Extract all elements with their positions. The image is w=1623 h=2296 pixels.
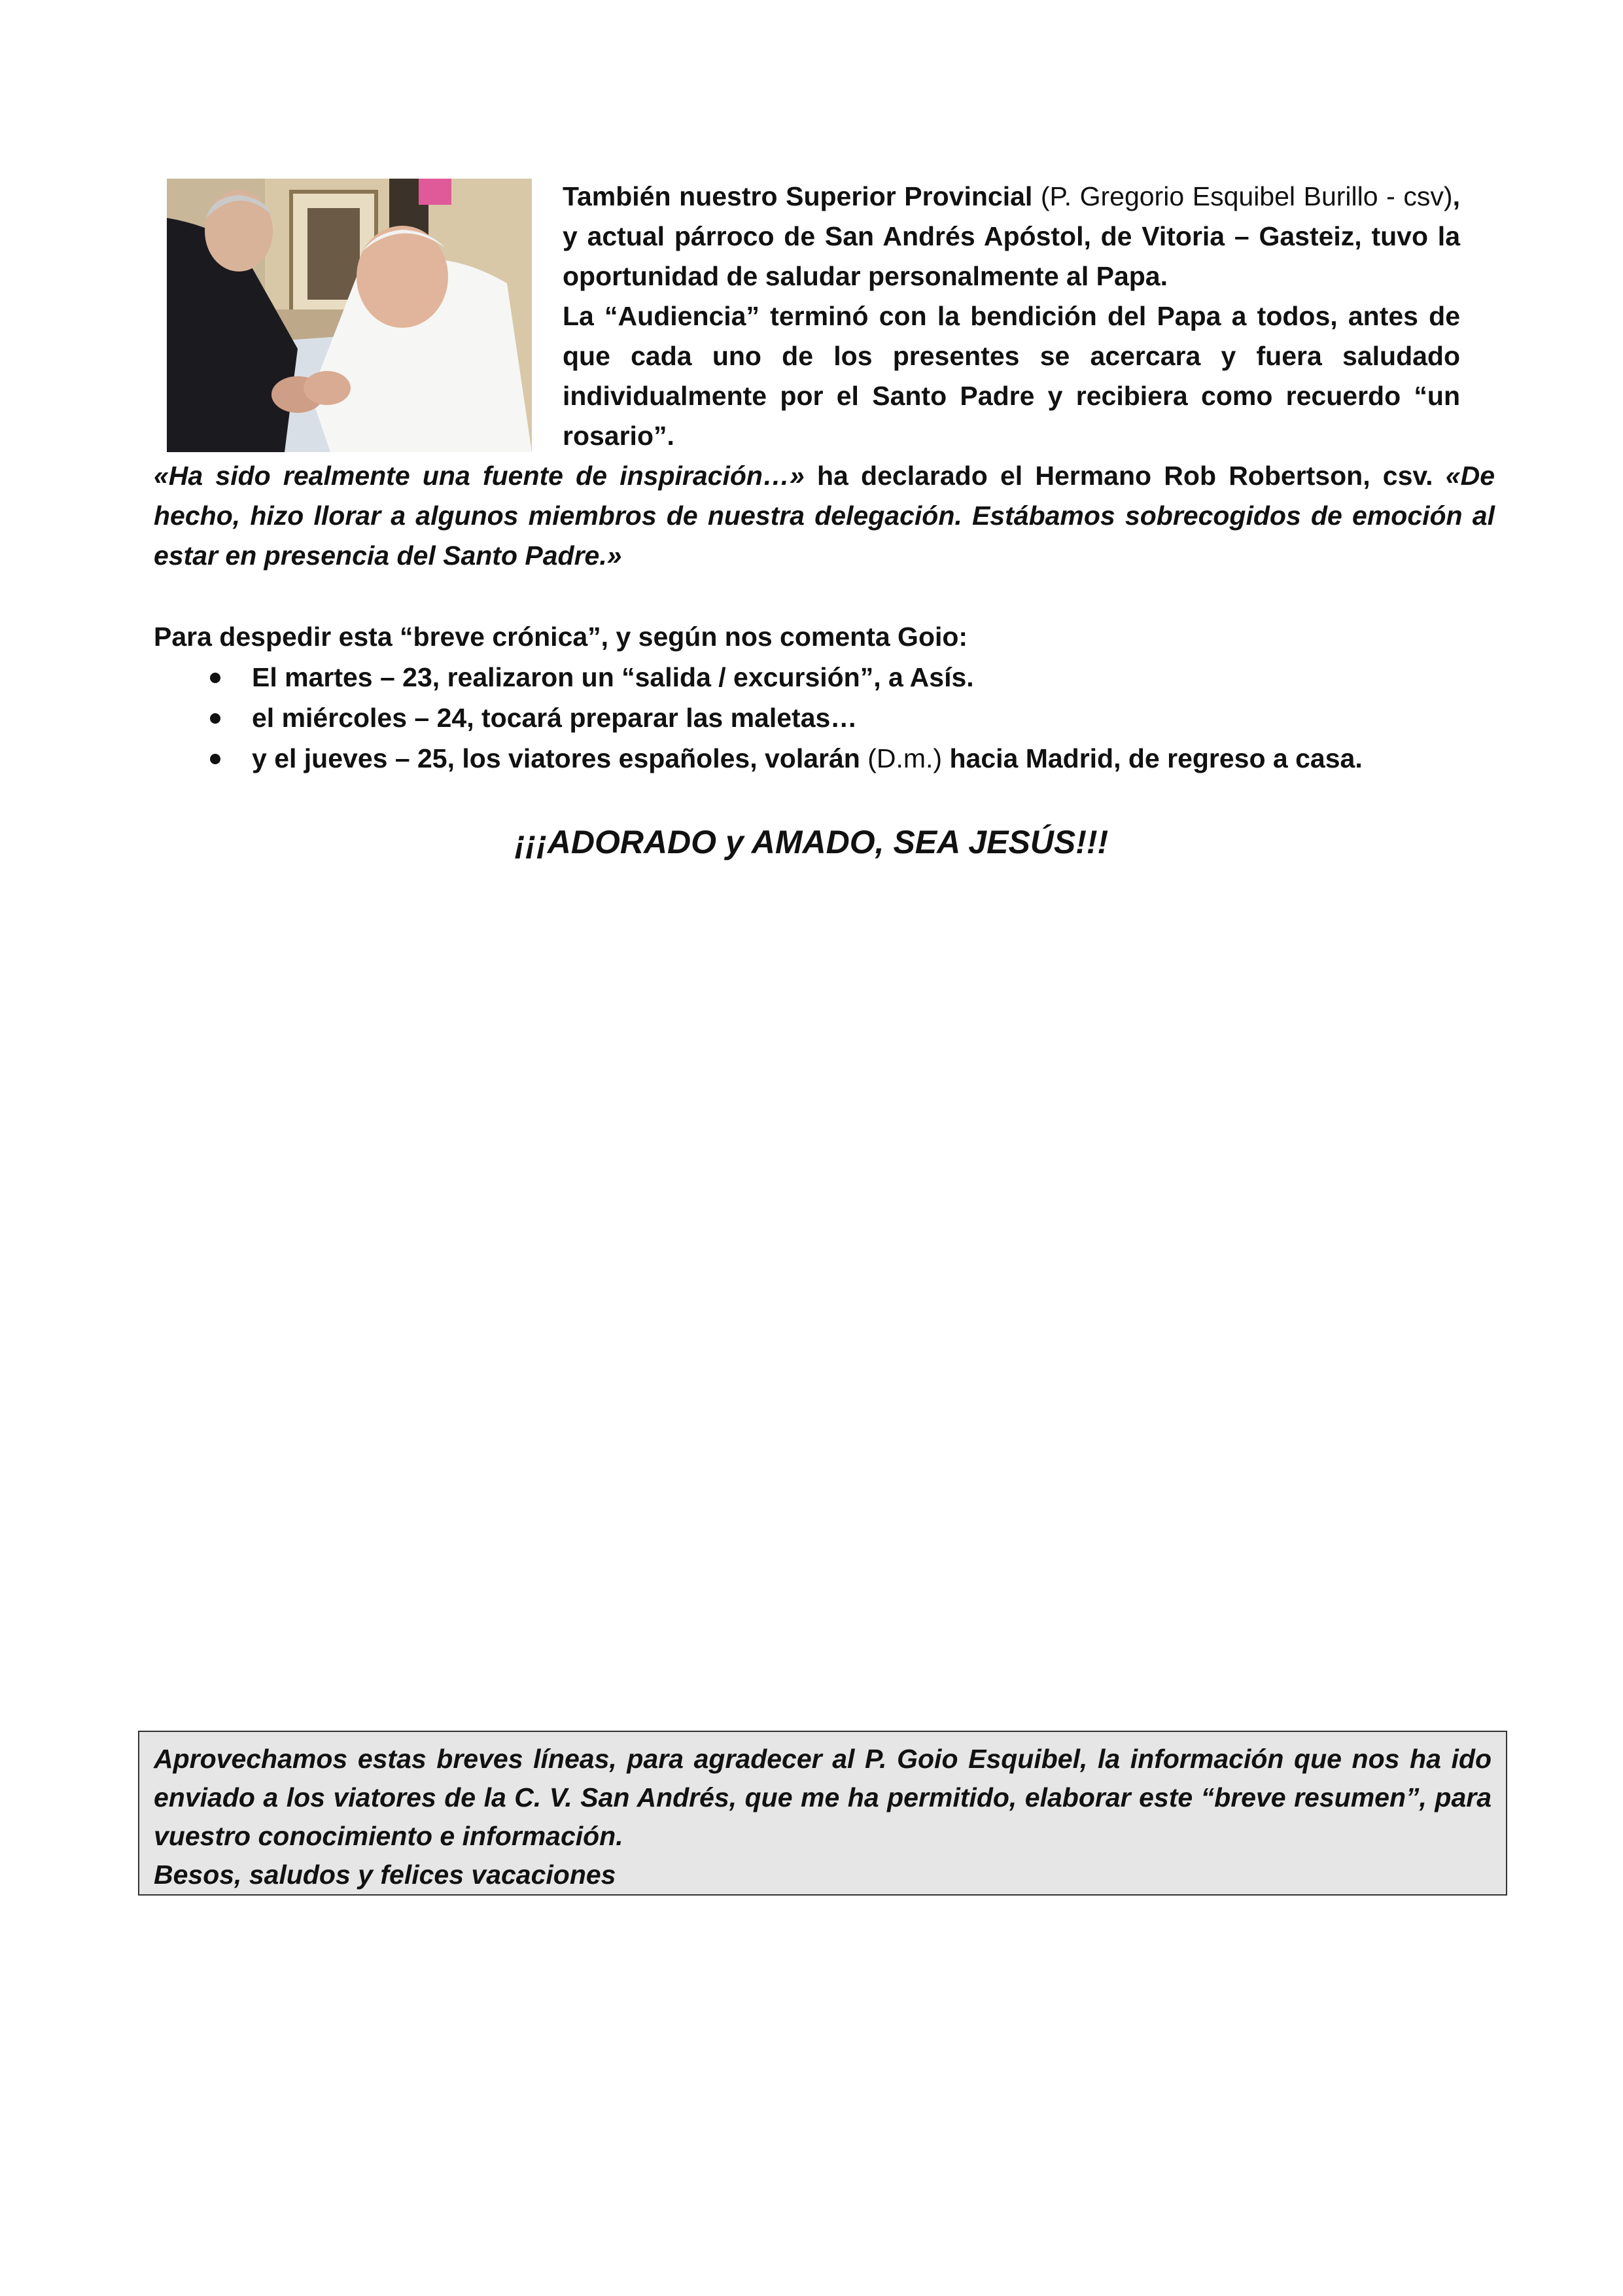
list-item-text: El martes – 23, realizaron un “salida / excursión”, a Asís. [252,662,974,692]
bullet-icon [210,673,220,683]
quote-part-3: «De hecho, hizo llorar a algunos miembros de nuestra delegación. Estábamos sobrecogidos de emoción al estar en presencia del Santo Padre.» [154,461,1495,571]
intro-rest: , y actual párroco de San Andrés Apóstol, de Vitoria – Gasteiz, tuvo la oportunidad de saludar personalmente al Papa. [563,181,1460,291]
list-item [252,738,1495,779]
schedule-list [154,657,1495,779]
bullet-icon [210,754,220,764]
pope-greeting-photo [167,179,532,452]
list-item [252,698,1495,738]
thanks-note-text: Aprovechamos estas breves líneas, para agradecer al P. Goio Esquibel, la información que nos ha ido enviado a los viatores de la C. V. San Andrés, que me ha permitido, elaborar este “breve resumen”, para vuestro conocimiento e información. [154,1744,1492,1851]
closing-intro: Para despedir esta “breve crónica”, y según nos comenta Goio: [154,622,968,652]
list-item [252,657,1495,698]
list-item-text-dm: (D.m.) [860,743,943,773]
thanks-note-box [138,1731,1507,1896]
quote-part-1: «Ha sido realmente una fuente de inspiración…» [154,461,805,491]
robertson-quote [154,456,1495,576]
list-item-text: el miércoles – 24, tocará preparar las maletas… [252,703,858,733]
farewell-text: Besos, saludos y felices vacaciones [154,1860,616,1890]
intro-paragraph [563,177,1460,456]
list-item-text: y el jueves – 25, los viatores españoles, volarán [252,743,860,773]
motto-heading: ¡¡¡ADORADO y AMADO, SEA JESÚS!!! [514,824,1109,860]
closing-section [154,616,1495,779]
intro-parenthetical: (P. Gregorio Esquibel Burillo - csv) [1032,181,1453,211]
list-item-text-end: hacia Madrid, de regreso a casa. [942,743,1363,773]
audiencia-text: La “Audiencia” terminó con la bendición del Papa a todos, antes de que cada uno de los presentes se acercara y fuera saludado individualmente por el Santo Padre y recibiera como recuerdo “un rosario”. [563,301,1460,451]
quote-part-2: ha declarado el Hermano Rob Robertson, csv. [804,461,1446,491]
intro-lead: También nuestro Superior Provincial [563,181,1033,211]
bullet-icon [210,713,220,724]
